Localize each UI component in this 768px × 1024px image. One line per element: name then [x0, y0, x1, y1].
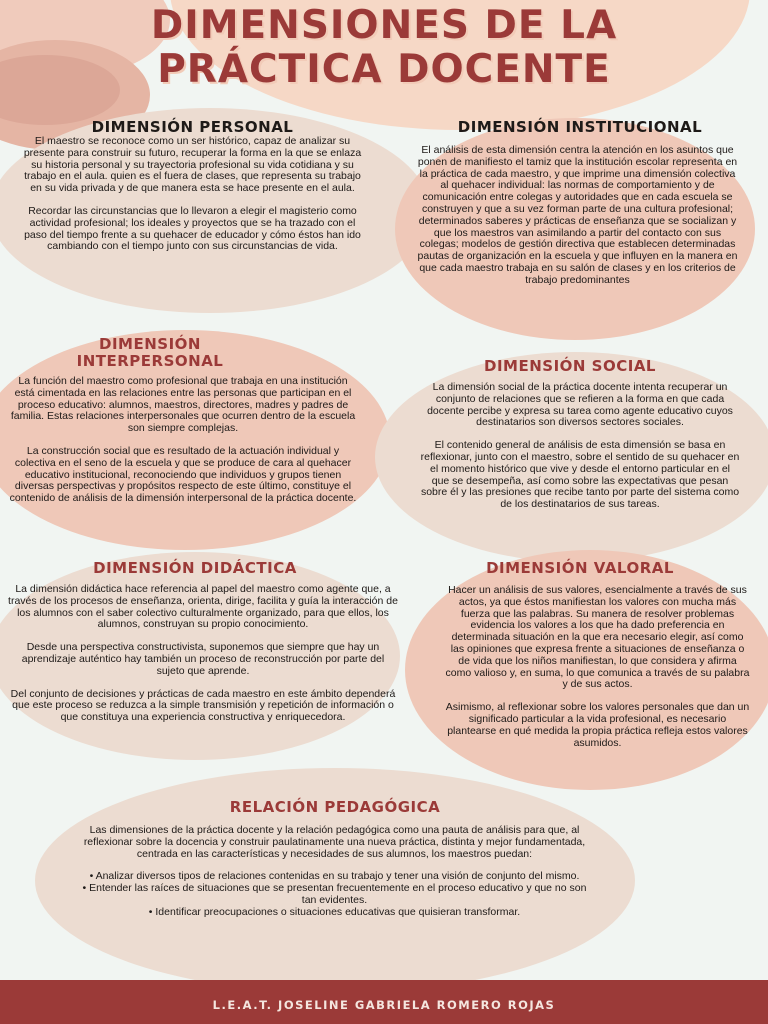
social-paragraph-2: El contenido general de análisis de esta dimensión se basa en reflexionar, junto con el maestro, sobre el sentido de su quehacer en el momento histórico que vive y desde el entorno particular en el que se desempeña, así como sobre las expectativas que pesan sobre él y las presiones que recibe tanto por parte del sistema como de los destinatarios de sus tareas.: [420, 439, 740, 511]
pedagogica-paragraph-1: Las dimensiones de la práctica docente y la relación pedagógica como una pauta de análisis para que, al reflexionar sobre la docencia y construir paulatinamente una nueva práctica, distinta y mejor fundamentada, centrada en las características y necesidades de sus alumnos, los maestros puedan:: [83, 824, 586, 860]
valoral-paragraph-1: Hacer un análisis de sus valores, esencialmente a través de sus actos, ya que éstos manifiestan los valores con mucha más fuerza que las palabras. Su manera de resolver problemas evidencia los valores a los que ha dado preferencia en determinada situación en la que era necesario elegir, así como las opiniones que expresa frente a situaciones de enseñanza o de vida que los niños manifiestan, lo que considera y afirma como valioso y, en suma, lo que comunica a través de su palabra y de sus actos.: [445, 584, 750, 691]
didactica-heading: DIMENSIÓN DIDÁCTICA: [93, 559, 297, 577]
interpersonal-heading-line-2: INTERPERSONAL: [76, 352, 224, 370]
didactica-paragraph-1: La dimensión didáctica hace referencia al papel del maestro como agente que, a través de los procesos de enseñanza, orienta, dirige, facilita y guía la interacción de los alumnos con el saber colectivo culturalmente organizado, para que ellos, los alumnos, construyan su propio conocimiento.: [8, 583, 398, 631]
pedagogica-bullet-3: • Identificar preocupaciones o situaciones educativas que quisieran transformar.: [148, 905, 521, 918]
interpersonal-heading-line-1: DIMENSIÓN: [99, 335, 201, 353]
didactica-text: [8, 584, 398, 724]
interpersonal-paragraph-2: La construcción social que es resultado de la actuación individual y colectiva en el seno de la escuela y que se produce de cara al quehacer educativo institucional, reconociendo que individuos y grupos tienen diversas perspectivas y propósitos respecto de este último, constituye el contenido de análisis de la dimensión interpersonal de la práctica docente.: [9, 444, 357, 505]
personal-paragraph-1: El maestro se reconoce como un ser histórico, capaz de analizar su presente para construir su futuro, recuperar la forma en la que se enlaza su historia personal y su trayectoria profesional su vida cotidiana y su trabajo en el aula. quien es el fuera de clases, que representa su trabajo en su vida privada y de que manera esta se hace presente en el aula.: [23, 135, 362, 195]
title-line-2: PRÁCTICA DOCENTE: [157, 47, 611, 92]
social-heading: DIMENSIÓN SOCIAL: [484, 357, 656, 375]
title-line-1: DIMENSIONES DE LA: [150, 3, 618, 48]
page-title: [0, 4, 768, 92]
interpersonal-text: [8, 376, 358, 505]
didactica-paragraph-3: Del conjunto de decisiones y prácticas de cada maestro en este ámbito dependerá que este proceso se reduzca a la simple transmisión y repetición de información o que constituya una experiencia constructiva y enriquecedora.: [10, 687, 396, 724]
pedagogica-bullet-2: • Entender las raíces de situaciones que se presentan frecuentemente en el proceso educativo y que no son tan evidentes.: [82, 882, 587, 906]
author-credit: L.E.A.T. JOSELINE GABRIELA ROMERO ROJAS: [212, 998, 556, 1012]
social-text: [420, 382, 740, 511]
personal-text: [20, 136, 365, 253]
footer-bar: [0, 980, 768, 1024]
institucional-heading: DIMENSIÓN INSTITUCIONAL: [457, 118, 703, 136]
personal-heading: DIMENSIÓN PERSONAL: [91, 118, 294, 136]
pedagogica-heading: RELACIÓN PEDAGÓGICA: [229, 798, 441, 816]
pedagogica-bullet-1: • Analizar diversos tipos de relaciones contenidas en su trabajo y tener una visión de conjunto del mismo.: [89, 870, 580, 883]
valoral-heading: DIMENSIÓN VALORAL: [486, 559, 674, 577]
institucional-text: [415, 145, 740, 287]
valoral-text: [445, 585, 750, 749]
interpersonal-heading: [20, 336, 280, 370]
personal-paragraph-2: Recordar las circunstancias que lo llevaron a elegir el magisterio como actividad profesional; los ideales y proyectos que se ha trazado con el paso del tiempo frente a su quehacer de educador y cómo éstos han ido cambiando con el tiempo junto con sus circunstancias de vida.: [24, 204, 361, 253]
pedagogica-text: [82, 825, 587, 919]
valoral-paragraph-2: Asimismo, al reflexionar sobre los valores personales que dan un significado particular a la vida profesional, es necesario plantearse en qué medida la propia práctica refleja estos valores asumidos.: [445, 701, 750, 749]
interpersonal-paragraph-1: La función del maestro como profesional que trabaja en una institución está cimentada en las relaciones entre las personas que participan en el proceso educativo: alumnos, maestros, directores, madres y padres de familia. Estas relaciones interpersonales que ocurren dentro de la escuela son siempre complejas.: [10, 375, 356, 435]
didactica-paragraph-2: Desde una perspectiva constructivista, suponemos que siempre que hay un aprendizaje auténtico hay también un proceso de reconstrucción por parte del sujeto que aprende.: [21, 641, 385, 677]
social-paragraph-1: La dimensión social de la práctica docente intenta recuperar un conjunto de relaciones que se refieren a la forma en que cada docente percibe y expresa su tarea como agente educativo cuyos destinatarios son diversos sectores sociales.: [427, 381, 733, 429]
institucional-paragraph-1: El análisis de esta dimensión centra la atención en los asuntos que ponen de manifiesto el tamiz que la institución escolar representa en la práctica de cada maestro, y que imprime una dimensión colectiva al quehacer individual: las normas de comportamiento y de comunicación entre colegas y autoridades que en cada escuela se construyen y que a su vez forman parte de una cultura profesional; determinados saberes y prácticas de enseñanza que se socializan y que los maestros van asimilando a partir del contacto con sus colegas; modelos de gestión directiva que establecen determinadas pautas de organización en la escuela y que influyen en la manera en que cada maestro trabaja en su salón de clases y en los criterios de trabajo predominantes: [417, 144, 738, 286]
